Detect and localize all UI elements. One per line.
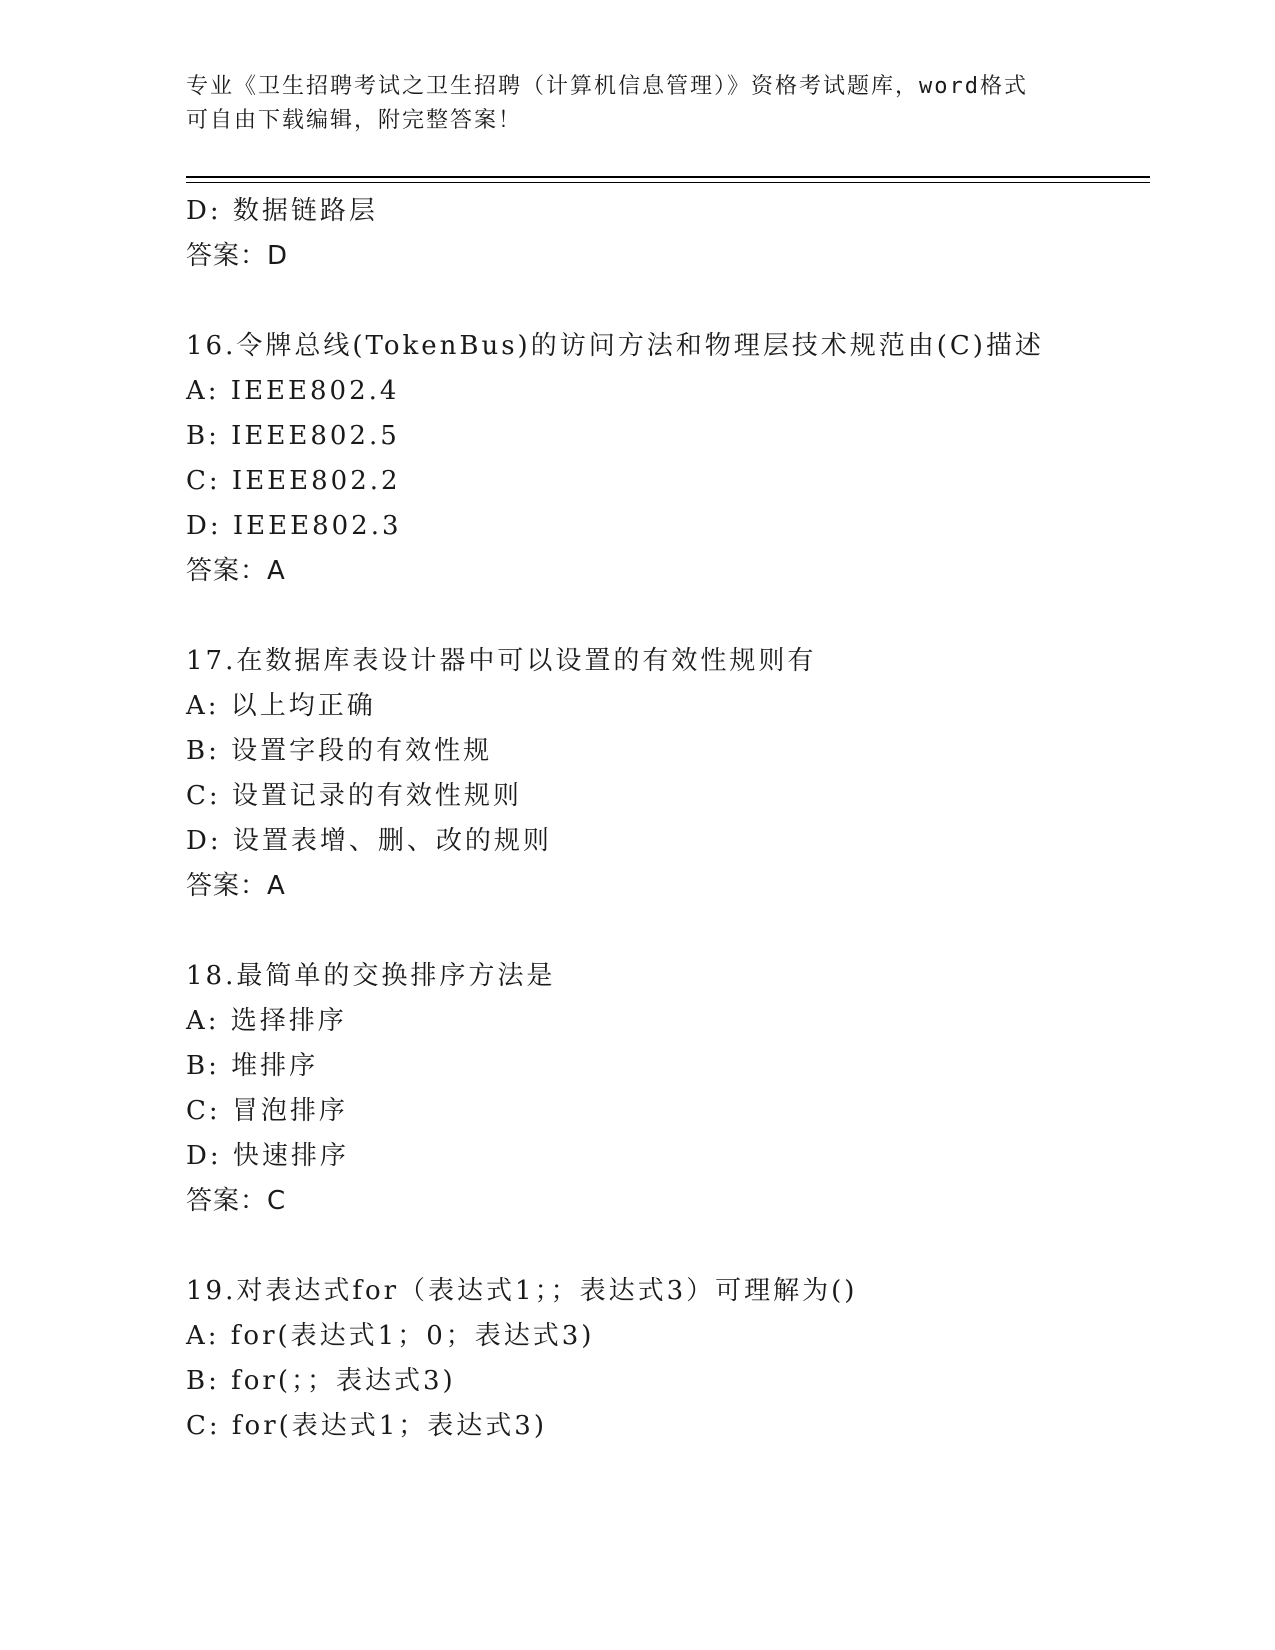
option-d: D: IEEE802.3 [186,511,402,541]
question-title: 16.令牌总线(TokenBus)的访问方法和物理层技术规范由(C)描述 [186,331,1044,361]
question-title: 18.最简单的交换排序方法是 [186,961,556,991]
option-a: A: for(表达式1；0；表达式3) [186,1321,595,1351]
option-d: D: 快速排序 [186,1141,349,1171]
option-a: A: 选择排序 [186,1006,347,1036]
option-a: A: IEEE802.4 [186,376,400,406]
answer: 答案：A [186,871,286,901]
question-list [186,189,1150,1449]
document-header [186,70,1086,138]
option-c: C: IEEE802.2 [186,466,401,496]
header-divider-thick [186,176,1150,178]
header-line-2: 可自由下载编辑，附完整答案！ [186,108,523,133]
option-b: B: 堆排序 [186,1051,319,1081]
option-b: B: for(；；表达式3) [186,1366,456,1396]
option-b: B: IEEE802.5 [186,421,400,451]
option-c: C: for(表达式1；表达式3) [186,1411,547,1441]
question-title: 19.对表达式for（表达式1；；表达式3）可理解为() [186,1276,858,1306]
option-b: B: 设置字段的有效性规 [186,736,493,766]
prev-answer: 答案：D [186,241,289,271]
question-17 [186,639,1150,909]
option-a: A: 以上均正确 [186,691,376,721]
prev-option-d: D: 数据链路层 [186,196,378,226]
option-c: C: 设置记录的有效性规则 [186,781,522,811]
question-19 [186,1269,1150,1449]
option-c: C: 冒泡排序 [186,1096,348,1126]
answer: 答案：A [186,556,286,586]
question-18 [186,954,1150,1224]
header-divider-thin [186,182,1150,183]
option-d: D: 设置表增、删、改的规则 [186,826,552,856]
header-line-1: 专业《卫生招聘考试之卫生招聘（计算机信息管理）》资格考试题库，word格式 [186,74,1028,99]
answer: 答案：C [186,1186,287,1216]
question-16 [186,324,1150,594]
question-title: 17.在数据库表设计器中可以设置的有效性规则有 [186,646,817,676]
